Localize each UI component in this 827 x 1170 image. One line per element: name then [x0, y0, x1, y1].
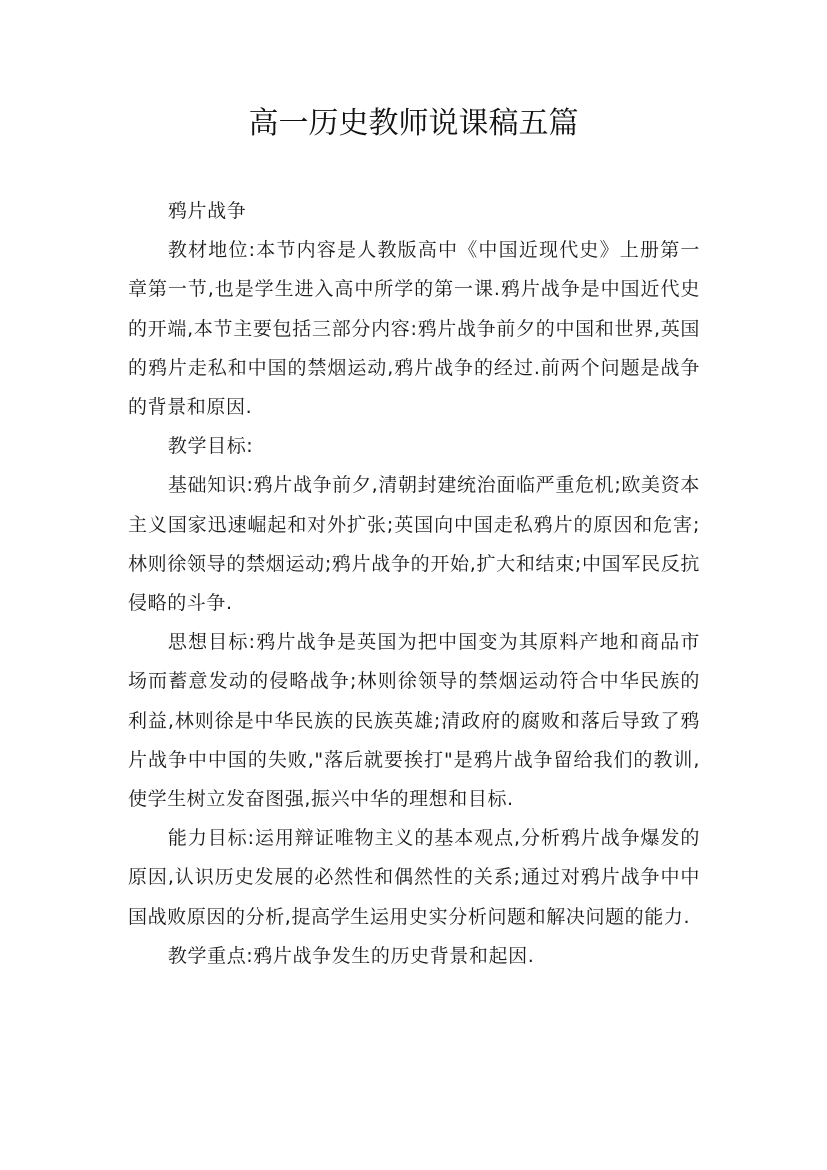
section-heading: 鸦片战争 [167, 200, 247, 222]
paragraph-ability-goals: 能力目标:运用辩证唯物主义的基本观点,分析鸦片战争爆发的原因,认识历史发展的必然性和偶然性的关系;通过对鸦片战争中中国战败原因的分析,提高学生运用史实分析问题和解决问题的能力. [128, 827, 700, 928]
paragraph-ideological-goals: 思想目标:鸦片战争是英国为把中国变为其原料产地和商品市场而蓄意发动的侵略战争;林则徐领导的禁烟运动符合中华民族的利益,林则徐是中华民族的民族英雄;清政府的腐败和落后导致了鸦片战争中中国的失败,"落后就要挨打"是鸦片战争留给我们的教训,使学生树立发奋图强,振兴中华的理想和目标. [128, 631, 700, 811]
document-body [128, 192, 700, 976]
paragraph-textbook-position: 教材地位:本节内容是人教版高中《中国近现代史》上册第一章第一节,也是学生进入高中所学的第一课.鸦片战争是中国近代史的开端,本节主要包括三部分内容:鸦片战争前夕的中国和世界,英国的鸦片走私和中国的禁烟运动,鸦片战争的经过.前两个问题是战争的背景和原因. [128, 239, 700, 419]
paragraph-teaching-goals-heading: 教学目标: [167, 435, 254, 458]
document-title: 高一历史教师说课稿五篇 [248, 106, 579, 141]
paragraph-basic-knowledge: 基础知识:鸦片战争前夕,清朝封建统治面临严重危机;欧美资本主义国家迅速崛起和对外扩张;英国向中国走私鸦片的原因和危害;林则徐领导的禁烟运动;鸦片战争的开始,扩大和结束;中国军民反抗侵略的斗争. [128, 474, 700, 615]
paragraph-teaching-focus: 教学重点:鸦片战争发生的历史背景和起因. [167, 944, 535, 967]
